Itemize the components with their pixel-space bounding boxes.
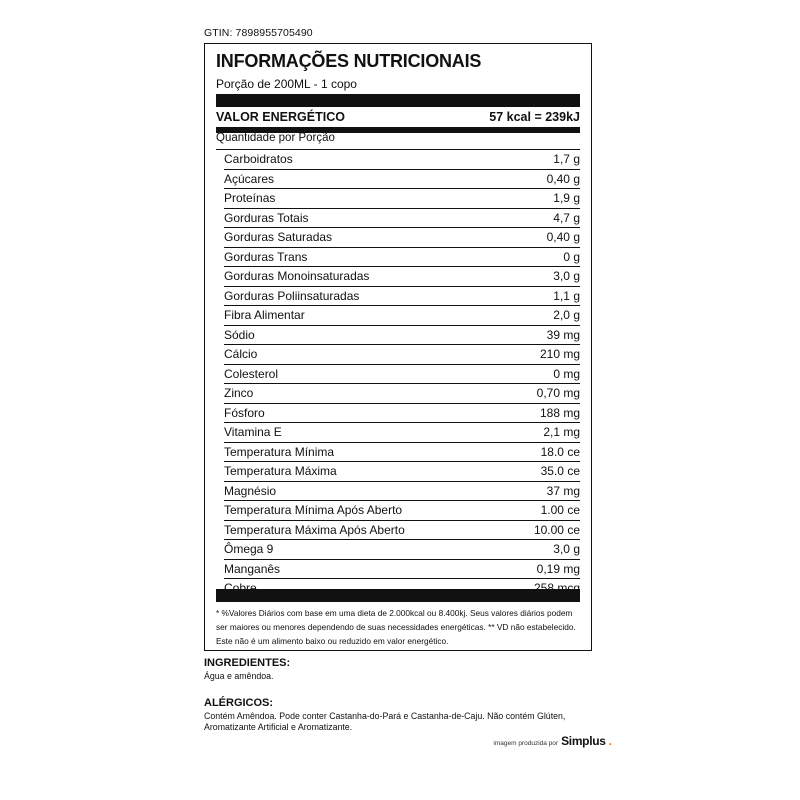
nutrient-name: Temperatura Máxima [224, 464, 337, 479]
nutrient-name: Gorduras Saturadas [224, 230, 333, 245]
table-row [224, 150, 580, 170]
nutrient-value: 1,7 g [553, 152, 580, 167]
table-row [224, 326, 580, 346]
nutrient-value: 35.0 ce [540, 464, 580, 479]
table-row [224, 365, 580, 385]
image-credit [493, 734, 612, 748]
table-row [224, 521, 580, 541]
nutrient-value: 0,70 mg [536, 386, 580, 401]
allergens-text: Contém Amêndoa. Pode conter Castanha-do-Pará e Castanha-de-Caju. Não contém Glúten, Aromatizante Artificial e Aromatizante. [204, 711, 566, 732]
nutrient-value: 1,1 g [553, 288, 580, 303]
divider-thick-bottom [216, 589, 580, 602]
ingredients-heading: INGREDIENTES: [204, 657, 291, 669]
nutrient-name: Temperatura Máxima Após Aberto [224, 522, 405, 537]
nutrient-name: Vitamina E [224, 425, 282, 440]
footnote-energy: Este não é um alimento baixo ou reduzido em valor energético. [216, 636, 449, 646]
table-row [224, 170, 580, 190]
nutrient-name: Açúcares [224, 171, 275, 186]
nutrient-name: Manganês [224, 561, 281, 576]
nutrient-value: 210 mg [539, 347, 580, 362]
quantity-header: Quantidade por Porção [216, 132, 335, 144]
nutrient-value: 37 mg [546, 483, 580, 498]
nutrient-value: 0,19 mg [536, 561, 580, 576]
nutrient-name: Zinco [224, 386, 254, 401]
table-row [224, 267, 580, 287]
footnote-daily-values: * %Valores Diários com base em uma dieta de 2.000kcal ou 8.400kj. Seus valores diários podem ser maiores ou menores dependendo de suas necessidades energéticas. ** VD não estabelecido. [216, 608, 576, 632]
nutrient-value: 2,1 mg [543, 425, 580, 440]
nutrient-name: Carboidratos [224, 152, 293, 167]
credit-prefix: imagem produzida por [493, 740, 559, 747]
table-row [224, 248, 580, 268]
nutrient-name: Ômega 9 [224, 542, 274, 557]
divider-thick-top [216, 94, 580, 107]
table-row [224, 501, 580, 521]
nutrient-name: Temperatura Mínima [224, 444, 335, 459]
nutrient-name: Colesterol [224, 366, 279, 381]
nutrient-value: 3,0 g [553, 542, 580, 557]
nutrient-value: 188 mg [539, 405, 580, 420]
nutrient-name: Gorduras Poliinsaturadas [224, 288, 360, 303]
nutrient-value: 1,9 g [553, 191, 580, 206]
simplus-logo-dot: . [608, 734, 612, 748]
nutrient-value: 3,0 g [553, 269, 580, 284]
table-row [224, 345, 580, 365]
table-row [224, 287, 580, 307]
nutrient-name: Sódio [224, 327, 255, 342]
gtin-code: GTIN: 7898955705490 [204, 27, 313, 39]
table-row [224, 306, 580, 326]
nutrition-facts-panel [204, 43, 592, 651]
energy-label: VALOR ENERGÉTICO [216, 110, 345, 124]
nutrient-value: 2,0 g [553, 308, 580, 323]
table-row [224, 482, 580, 502]
nutrient-name: Proteínas [224, 191, 276, 206]
footnotes [216, 606, 585, 648]
nutrient-name: Cálcio [224, 347, 258, 362]
energy-row [216, 108, 580, 126]
table-row [224, 228, 580, 248]
table-row [224, 443, 580, 463]
nutrient-value: 4,7 g [553, 210, 580, 225]
nutrient-name: Fibra Alimentar [224, 308, 305, 323]
nutrient-value: 0 mg [553, 366, 580, 381]
serving-size: Porção de 200ML - 1 copo [216, 77, 357, 91]
nutrient-value: 0 g [563, 249, 580, 264]
nutrient-value: 1.00 ce [540, 503, 580, 518]
table-row [224, 462, 580, 482]
table-row [224, 423, 580, 443]
nutrient-value: 0,40 g [546, 230, 580, 245]
nutrient-table [216, 149, 580, 599]
nutrient-value: 18.0 ce [540, 444, 580, 459]
nutrient-name: Gorduras Totais [224, 210, 309, 225]
table-row [224, 404, 580, 424]
simplus-logo: Simplus [561, 734, 606, 748]
nutrient-name: Gorduras Monoinsaturadas [224, 269, 370, 284]
table-row [224, 540, 580, 560]
nutrient-name: Gorduras Trans [224, 249, 308, 264]
nutrient-value: 0,40 g [546, 171, 580, 186]
table-row [224, 209, 580, 229]
nutrient-value: 39 mg [546, 327, 580, 342]
energy-value: 57 kcal = 239kJ [489, 110, 580, 124]
nutrient-name: Magnésio [224, 483, 277, 498]
ingredients-text: Água e amêndoa. [204, 671, 274, 681]
nutrient-name: Fósforo [224, 405, 265, 420]
allergens-heading: ALÉRGICOS: [204, 697, 274, 709]
nutrient-name: Temperatura Mínima Após Aberto [224, 503, 403, 518]
nutrient-value: 10.00 ce [533, 522, 580, 537]
table-row [224, 189, 580, 209]
table-row [224, 384, 580, 404]
table-row [224, 560, 580, 580]
nutrition-title: INFORMAÇÕES NUTRICIONAIS [216, 51, 482, 71]
